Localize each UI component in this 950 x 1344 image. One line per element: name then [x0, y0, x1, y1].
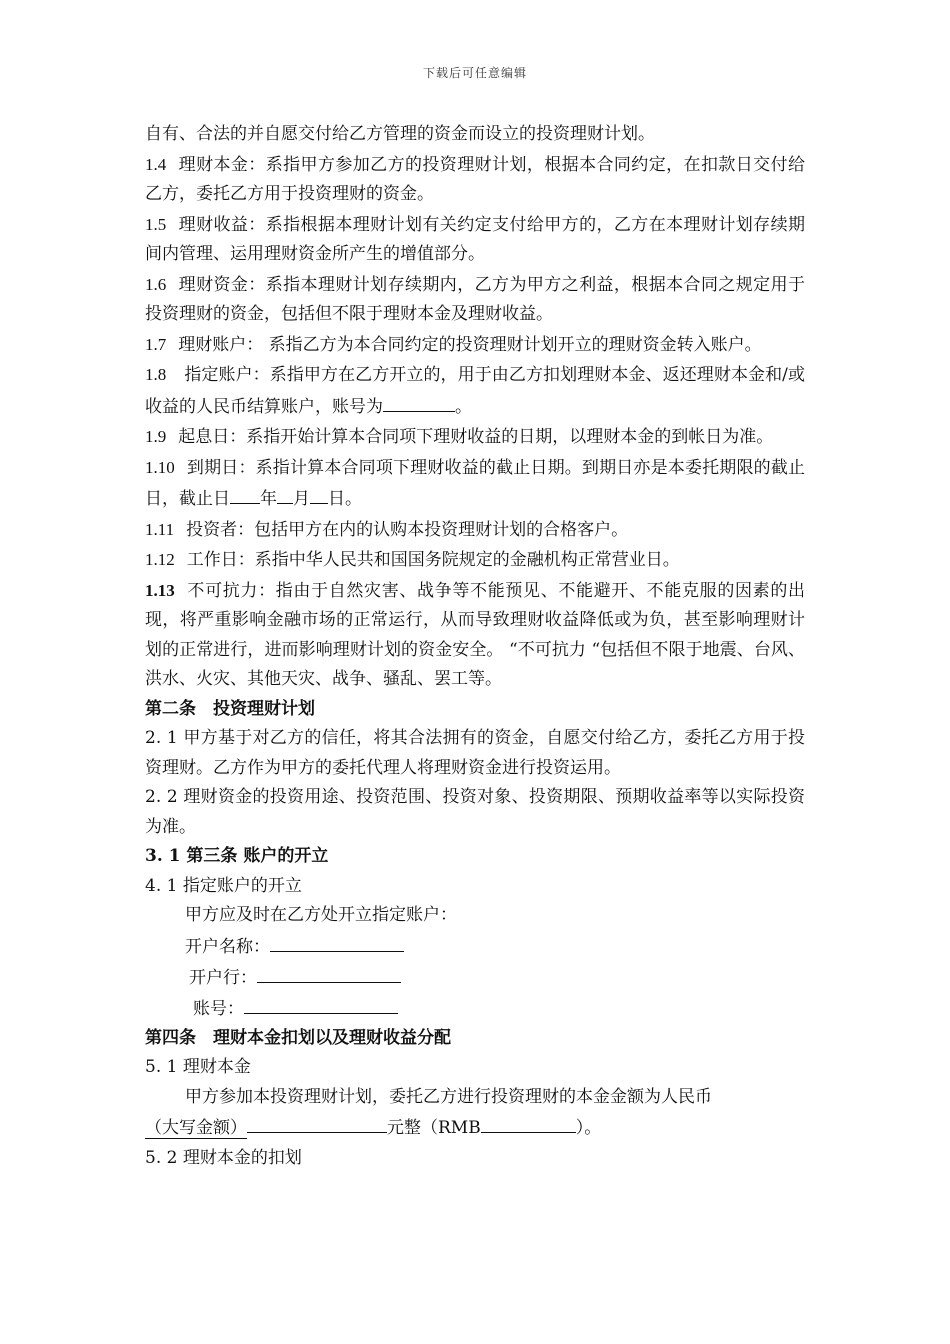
clause-4-1: 4. 1 指定账户的开立 [145, 875, 302, 896]
close-label: ）。 [575, 1118, 602, 1138]
account-name-blank [270, 931, 404, 952]
clause-number: 1.8 [145, 365, 167, 384]
clause-2-1: 2. 1 甲方基于对乙方的信任，将其合法拥有的资金，自愿交付给乙方，委托乙方用于投资理财。乙方作为甲方的委托代理人将理财资金进行投资运用。 [145, 728, 805, 778]
clause-text: 不可抗力：指由于自然灾害、战争等不能预见、不能避开、不能克服的因素的出现，将严重影响金融市场的正常运行，从而导致理财收益降低或为负，甚至影响理财计划的正常进行，进而影响理财计划的资金安全。 “不可抗力 “包括但不限于地震、台风、洪水、火灾、其他天灾、战争、骚乱、罢工等。 [145, 580, 805, 689]
header-note: 下载后可任意编辑 [422, 66, 527, 80]
paragraph-intro: 自有、合法的并自愿交付给乙方管理的资金而设立的投资理财计划。 [145, 124, 655, 144]
clause-text: 工作日：系指中华人民共和国国务院规定的金融机构正常营业日。 [186, 550, 680, 570]
clause-text: 起息日：系指开始计算本合同项下理财收益的日期，以理财本金的到帐日为准。 [178, 427, 774, 447]
clause-5-1-amount [145, 1112, 805, 1144]
clause-text: 理财资金：系指本理财计划存续期内，乙方为甲方之利益，根据本合同之规定用于投资理财的资金，包括但不限于理财本金及理财收益。 [145, 274, 805, 324]
clause-1-5 [145, 210, 805, 270]
clause-2-2: 2. 2 理财资金的投资用途、投资范围、投资对象、投资期限、预期收益率等以实际投资为准。 [145, 787, 805, 837]
clause-text: 理财本金：系指甲方参加乙方的投资理财计划，根据本合同约定，在扣款日交付给乙方，委托乙方用于投资理财的资金。 [145, 154, 805, 204]
clause-text: 理财账户： 系指乙方为本合同约定的投资理财计划开立的理财资金转入账户。 [178, 334, 762, 355]
clause-number: 1.11 [145, 519, 175, 539]
clause-text: 理财收益：系指根据本理财计划有关约定支付给甲方的，乙方在本理财计划存续期间内管理、运用理财资金所产生的增值部分。 [145, 214, 805, 264]
year-blank [230, 483, 260, 504]
clause-1-13 [145, 576, 805, 695]
clause-4-1-sub: 甲方应及时在乙方处开立指定账户： [185, 905, 457, 925]
section-heading-article-3: 3. 1 第三条 账户的开立 [145, 846, 329, 866]
bank-blank [257, 962, 401, 983]
yuan-label: 元整（RMB [387, 1118, 481, 1138]
field-account-no [145, 993, 805, 1024]
month-blank [277, 483, 293, 504]
field-account-name [145, 931, 805, 962]
clause-number: 1.6 [145, 274, 167, 294]
field-bank [145, 962, 805, 993]
amount-label: （大写金额） [145, 1118, 247, 1138]
section-heading-article-4: 第四条 理财本金扣划以及理财收益分配 [145, 1027, 451, 1048]
clause-text: 到期日：系指计算本合同项下理财收益的截止日期。到期日亦是本委托期限的截止日，截止日 [145, 457, 805, 509]
amount-blank [247, 1112, 387, 1133]
section-heading-article-2: 第二条 投资理财计划 [145, 698, 315, 719]
clause-number: 1.9 [145, 427, 167, 446]
day-blank [310, 483, 328, 504]
clause-text: 指定账户：系指甲方在乙方开立的，用于由乙方扣划理财本金、返还理财本金和/或收益的人民币结算账户，账号为 [145, 365, 805, 417]
clause-1-7 [145, 330, 805, 361]
account-no-blank [244, 993, 398, 1014]
clause-1-9 [145, 422, 805, 453]
document-body [145, 120, 805, 1173]
clause-1-8 [145, 360, 805, 422]
clause-5-1-sub: 甲方参加本投资理财计划，委托乙方进行投资理财的本金金额为人民币 [185, 1086, 712, 1107]
clause-number: 1.4 [145, 154, 167, 174]
clause-1-4 [145, 150, 805, 210]
clause-number: 1.10 [145, 457, 175, 477]
field-label: 开户行： [189, 967, 257, 988]
clause-text: 投资者：包括甲方在内的认购本投资理财计划的合格客户。 [186, 519, 629, 540]
account-number-blank [383, 391, 455, 412]
clause-number: 1.5 [145, 214, 167, 234]
clause-5-1: 5. 1 理财本金 [145, 1057, 251, 1077]
clause-1-6 [145, 270, 805, 330]
month-label: 月 [293, 489, 310, 509]
year-label: 年 [260, 489, 277, 509]
field-label: 账号： [193, 998, 244, 1019]
clause-5-2: 5. 2 理财本金的扣划 [145, 1147, 302, 1168]
clause-number: 1.13 [145, 580, 175, 600]
clause-1-12 [145, 545, 805, 576]
clause-text-end: 。 [455, 396, 472, 417]
clause-1-10 [145, 453, 805, 515]
field-label: 开户名称： [185, 936, 270, 957]
clause-number: 1.12 [145, 550, 175, 569]
rmb-blank [481, 1112, 576, 1133]
day-label: 日。 [328, 489, 362, 509]
clause-number: 1.7 [145, 334, 167, 354]
clause-1-11 [145, 515, 805, 546]
